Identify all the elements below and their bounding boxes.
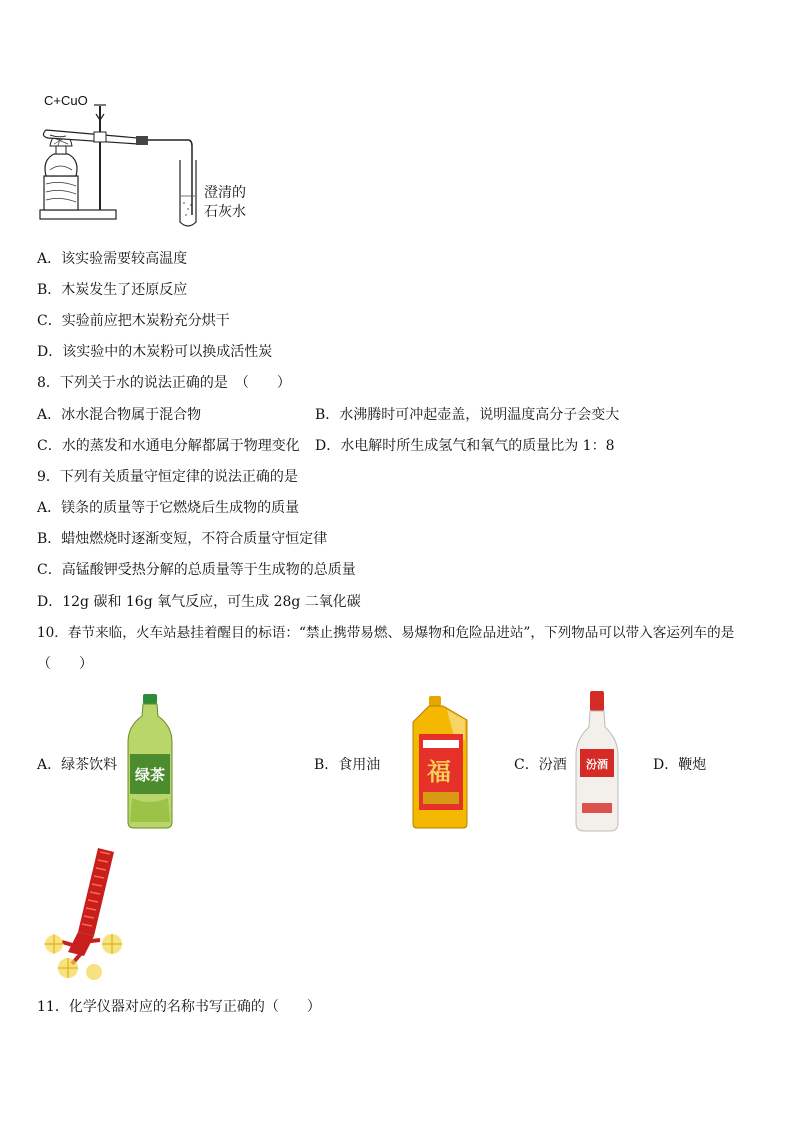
q11-stem: 11．化学仪器对应的名称书写正确的（ ） [37,999,321,1015]
firecrackers-image [38,846,128,986]
q7-option-d: D．该实验中的木炭粉可以换成活性炭 [37,344,273,360]
q9-option-c: C．高锰酸钾受热分解的总质量等于生成物的总质量 [37,562,356,578]
reactant-label: C+CuO [44,93,88,108]
q9-option-a: A．镁条的质量等于它燃烧后生成物的质量 [37,500,300,516]
limewater-label-line2: 石灰水 [204,203,246,219]
q10-option-b-label: B．食用油 [314,757,381,773]
q7-option-b: B．木炭发生了还原反应 [37,282,188,298]
fen-wine-bottle-image [572,691,622,835]
q8-option-b: B．水沸腾时可冲起壶盖，说明温度高分子会变大 [315,407,620,423]
fen-wine-bottle-label: 汾酒 [586,758,608,771]
q8-stem: 8．下列关于水的说法正确的是 （ ） [37,375,291,391]
q8-option-c: C．水的蒸发和水通电分解都属于物理变化 [37,438,300,454]
cooking-oil-label: 福 [427,757,451,786]
q10-option-a-label: A．绿茶饮料 [37,757,118,773]
q9-option-b: B．蜡烛燃烧时逐渐变短，不符合质量守恒定律 [37,531,328,547]
green-tea-bottle-image [124,694,176,830]
q7-option-a: A．该实验需要较高温度 [37,251,188,267]
q8-option-d: D．水电解时所生成氢气和氧气的质量比为 1：8 [315,438,615,454]
q10-option-d-label: D．鞭炮 [653,757,707,773]
q10-stem: 10．春节来临，火车站悬挂着醒目的标语：“禁止携带易燃、易爆物和危险品进站”，下列物品可以带入客运列车的是 [37,625,735,641]
q7-option-c: C．实验前应把木炭粉充分烘干 [37,313,230,329]
q9-stem: 9．下列有关质量守恒定律的说法正确的是 [37,469,298,485]
green-tea-bottle-label: 绿茶 [134,766,166,784]
cooking-oil-image [409,696,471,828]
limewater-label-line1: 澄清的 [204,184,246,200]
q10-option-c-label: C．汾酒 [514,757,567,773]
q10-stem-paren: （ ） [37,656,93,672]
q8-option-a: A．冰水混合物属于混合物 [37,407,202,423]
q9-option-d: D．12g 碳和 16g 氧气反应，可生成 28g 二氧化碳 [37,594,361,610]
